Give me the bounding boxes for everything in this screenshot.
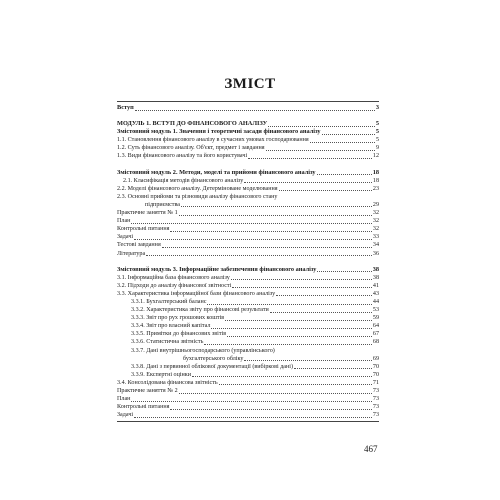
- toc-leader-dots: [248, 157, 372, 159]
- toc-entry-page: 71: [372, 379, 379, 386]
- toc-entry-title: 2.1. Класифікація методів фінансового аналізу: [123, 177, 244, 184]
- toc-entry-title: бухгалтерського обліку: [183, 355, 244, 362]
- toc-entry-title: Змістовний модуль 3. Інформаційне забезпечення фінансового аналізу: [117, 265, 317, 273]
- toc-leader-dots: [181, 205, 372, 207]
- toc-entry-page: 32: [372, 210, 379, 217]
- toc-leader-dots: [170, 408, 371, 410]
- toc-entry: [117, 403, 379, 411]
- toc-entry: [117, 371, 379, 379]
- toc-entry-title: 3.3.7. Дані внутрішньогосподарського (управлінського): [131, 347, 275, 354]
- toc-entry: [117, 136, 379, 144]
- toc-leader-dots: [204, 343, 372, 345]
- toc-entry: [117, 330, 379, 338]
- toc-entry-page: 23: [372, 185, 379, 192]
- toc-entry-page: 67: [372, 331, 379, 338]
- page-title: ЗМІСТ: [224, 76, 276, 92]
- toc-leader-dots: [322, 133, 375, 135]
- toc-entry: [117, 104, 379, 112]
- toc-entry-title: 3.3.8. Дані з первинної облікової документації (вибіркові дані): [131, 363, 293, 370]
- toc-entry-title: Контрольні питання: [117, 404, 170, 411]
- toc-leader-dots: [294, 367, 372, 369]
- toc-entry-title: Практичне заняття № 2: [117, 388, 178, 394]
- section-gap: [117, 258, 379, 266]
- toc-entry: [117, 217, 379, 225]
- toc-entry: [117, 120, 379, 128]
- toc-entry-page: 5: [375, 128, 379, 136]
- toc-entry-page: 44: [372, 298, 379, 305]
- toc-entry-page: 73: [372, 396, 379, 403]
- toc-leader-dots: [244, 359, 371, 361]
- toc-entry-title: Тестові завдання: [117, 242, 161, 249]
- toc-leader-dots: [162, 246, 372, 248]
- toc-entry-page: 70: [372, 371, 379, 378]
- toc-entry: [117, 387, 379, 395]
- toc-entry: [117, 201, 379, 209]
- toc-entry-title: 3.4. Консолідована фінансова звітність: [117, 379, 218, 386]
- toc-entry: [117, 322, 379, 330]
- toc-entry: [117, 169, 379, 177]
- toc-entry-page: 32: [372, 218, 379, 225]
- toc-entry-page: 18: [372, 177, 379, 184]
- toc-leader-dots: [270, 311, 372, 313]
- toc-entry: [117, 298, 379, 306]
- toc-entry-page: 69: [372, 355, 379, 362]
- toc-leader-dots: [192, 375, 372, 377]
- toc-entry-page: 53: [372, 307, 379, 314]
- toc-entry-title: 3.3.9. Експертні оцінки: [131, 371, 192, 378]
- toc-entry-title: 3.3.5. Примітки до фінансових звітів: [131, 331, 227, 338]
- toc-entry: [117, 274, 379, 282]
- toc-entry-title: План: [117, 218, 131, 225]
- toc-entry: [117, 193, 379, 201]
- toc-leader-dots: [146, 254, 372, 256]
- toc-entry-page: 70: [372, 363, 379, 370]
- toc-entry: [117, 395, 379, 403]
- toc-entry: [117, 379, 379, 387]
- section-gap: [117, 161, 379, 169]
- toc-entry-title: 3.3.2. Характеристика звіту про фінансові результати: [131, 307, 269, 314]
- toc-entry-title: Задачі: [117, 412, 134, 419]
- section-gap: [117, 112, 379, 120]
- toc-entry-title: Контрольні питання: [117, 226, 170, 233]
- toc-entry: [117, 144, 379, 152]
- toc-leader-dots: [225, 319, 372, 321]
- toc-leader-dots: [268, 125, 375, 127]
- toc-entry-title: 3.3.1. Бухгалтерський баланс: [131, 298, 207, 305]
- toc-leader-dots: [276, 294, 372, 296]
- toc-entry: [117, 233, 379, 241]
- toc-entry-title: МОДУЛЬ 1. ВСТУП ДО ФІНАНСОВОГО АНАЛІЗУ: [117, 120, 268, 128]
- toc-leader-dots: [211, 327, 371, 329]
- toc-entry: [117, 411, 379, 419]
- toc-entry-page: 12: [372, 153, 379, 160]
- toc-entry: [117, 241, 379, 249]
- toc-entry-title: 3.3.3. Звіт про рух грошових коштів: [131, 315, 225, 322]
- toc-entry-title: Література: [117, 250, 146, 257]
- toc-entry-page: 18: [372, 168, 379, 176]
- toc-entry: [117, 314, 379, 322]
- toc-leader-dots: [131, 222, 371, 224]
- toc-entry-title: 2.3. Основні прийоми та різновиди аналізу фінансового стану: [117, 193, 278, 200]
- toc-entry-title: 1.3. Види фінансового аналізу та його користувачі: [117, 153, 248, 160]
- toc-leader-dots: [266, 149, 375, 151]
- toc-entry-title: План: [117, 396, 131, 403]
- toc-leader-dots: [134, 416, 372, 418]
- toc-entry: [117, 185, 379, 193]
- toc-entry-title: 1.1. Становлення фінансового аналізу в сучасних умовах господарювання: [117, 137, 309, 144]
- toc-entry-title: підприємства: [145, 201, 180, 208]
- toc-entry-title: Змістовний модуль 1. Значення і теоретичні засади фінансового аналізу: [117, 128, 321, 136]
- toc-entry-title: Практичне заняття № 1: [117, 210, 178, 217]
- toc-entry-title: Задачі: [117, 234, 134, 241]
- toc-leader-dots: [207, 303, 371, 305]
- toc-leader-dots: [135, 109, 375, 111]
- toc-leader-dots: [131, 400, 371, 402]
- toc-leader-dots: [317, 173, 372, 175]
- toc-entry-page: 33: [372, 234, 379, 241]
- toc-entry: [117, 128, 379, 136]
- table-of-contents: [117, 101, 379, 422]
- toc-entry: [117, 266, 379, 274]
- toc-leader-dots: [179, 392, 372, 394]
- page-number: 467: [364, 444, 378, 454]
- toc-entry: [117, 152, 379, 160]
- toc-leader-dots: [227, 335, 372, 337]
- toc-entry: [117, 250, 379, 258]
- toc-entry-page: 9: [375, 145, 379, 152]
- toc-entry: [117, 363, 379, 371]
- toc-entry: [117, 209, 379, 217]
- toc-leader-dots: [279, 189, 372, 191]
- toc-entry-page: 32: [372, 226, 379, 233]
- toc-entry-title: 3.2. Підходи до аналізу фінансової звітності: [117, 282, 232, 289]
- toc-entry-page: 59: [372, 315, 379, 322]
- toc-entry-title: 3.3.4. Звіт про власний капітал: [131, 323, 211, 330]
- toc-entry-page: 5: [375, 137, 379, 144]
- toc-leader-dots: [179, 214, 372, 216]
- toc-leader-dots: [134, 238, 372, 240]
- toc-entry-title: 3.3. Характеристика інформаційної бази фінансового аналізу: [117, 290, 276, 297]
- toc-entry-title: 3.3.6. Статистична звітність: [131, 339, 204, 346]
- toc-leader-dots: [310, 141, 375, 143]
- toc-leader-dots: [232, 286, 372, 288]
- toc-entry-page: 3: [375, 104, 379, 111]
- toc-entry-page: 38: [372, 274, 379, 281]
- toc-entry-page: 5: [375, 120, 379, 128]
- toc-entry-page: 38: [372, 265, 379, 273]
- toc-entry: [117, 355, 379, 363]
- toc-entry-title: 2.2. Моделі фінансового аналізу. Детерміноване моделювання: [117, 185, 278, 192]
- toc-entry-title: Вступ: [117, 104, 134, 111]
- toc-leader-dots: [317, 270, 371, 272]
- toc-entry-page: 34: [372, 242, 379, 249]
- toc-entry: [117, 177, 379, 185]
- toc-entry: [117, 306, 379, 314]
- toc-entry-page: 43: [372, 290, 379, 297]
- toc-entry-title: 1.2. Суть фінансового аналізу. Об'єкт, предмет і завдання: [117, 145, 265, 152]
- toc-entry-page: 29: [372, 201, 379, 208]
- toc-entry: [117, 225, 379, 233]
- toc-leader-dots: [231, 278, 372, 280]
- toc-entry: [117, 347, 379, 355]
- toc-entry-page: 73: [372, 412, 379, 419]
- toc-entry-title: Змістовний модуль 2. Методи, моделі та прийоми фінансового аналізу: [117, 168, 316, 176]
- toc-entry-page: 41: [372, 282, 379, 289]
- toc-leader-dots: [170, 230, 371, 232]
- toc-leader-dots: [219, 383, 372, 385]
- toc-entry-page: 73: [372, 388, 379, 394]
- toc-entry-page: 68: [372, 339, 379, 346]
- toc-entry-title: 3.1. Інформаційна база фінансового аналізу: [117, 274, 230, 281]
- toc-entry-page: 73: [372, 404, 379, 411]
- toc-entry-page: 64: [372, 323, 379, 330]
- toc-entry: [117, 282, 379, 290]
- toc-entry: [117, 338, 379, 346]
- toc-entry-page: 36: [372, 250, 379, 257]
- toc-leader-dots: [244, 181, 372, 183]
- toc-entry: [117, 290, 379, 298]
